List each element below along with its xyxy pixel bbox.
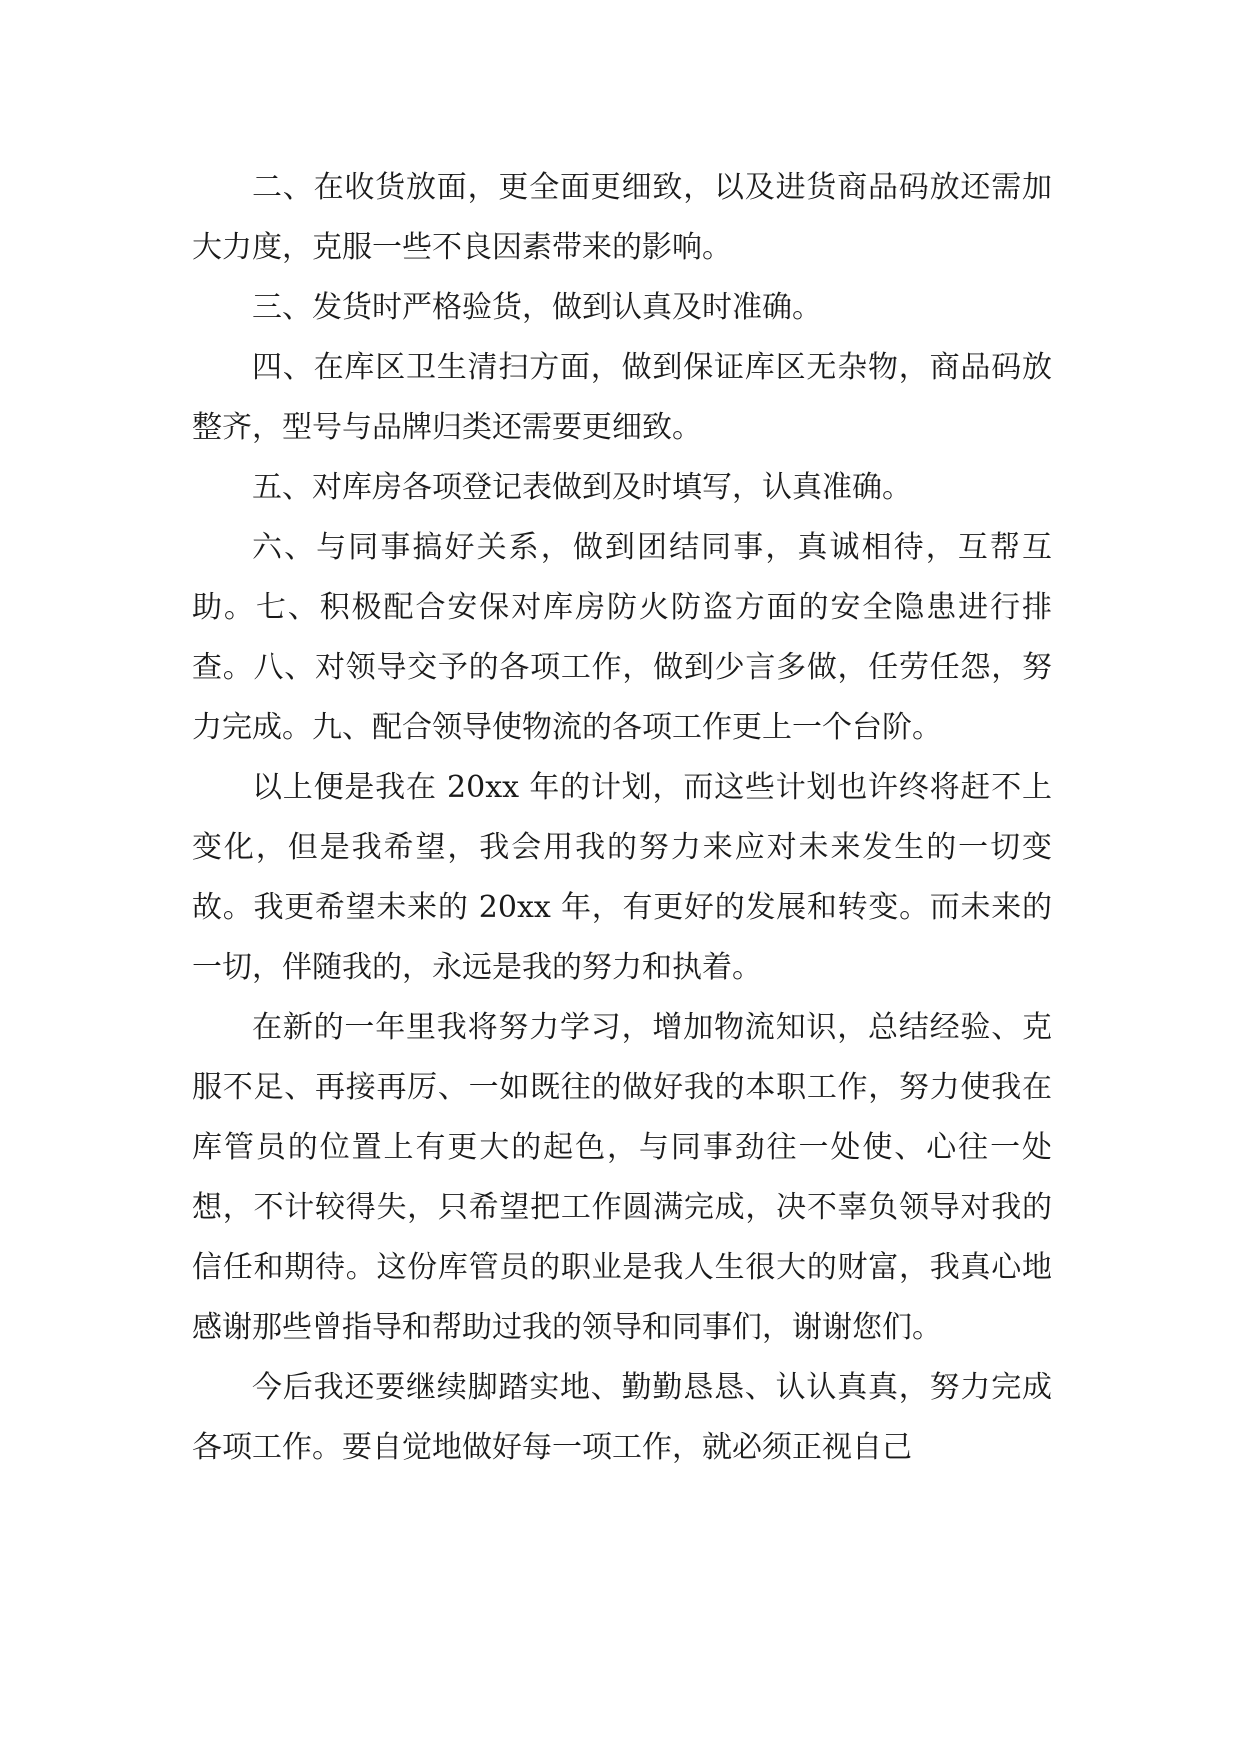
paragraph-new-year: 在新的一年里我将努力学习，增加物流知识，总结经验、克服不足、再接再厉、一如既往的做好我的本职工作，努力使我在库管员的位置上有更大的起色，与同事劲往一处使、心往一处想，不计较得失，只希望把工作圆满完成，决不辜负领导对我的信任和期待。这份库管员的职业是我人生很大的财富，我真心地感谢那些曾指导和帮助过我的领导和同事们，谢谢您们。 [192, 1010, 1052, 1345]
paragraph-receiving: 二、在收货放面，更全面更细致，以及进货商品码放还需加大力度，克服一些不良因素带来的影响。 [192, 170, 1052, 265]
paragraph-plan-summary: 以上便是我在 20xx 年的计划，而这些计划也许终将赶不上变化，但是我希望，我会用我的努力来应对未来发生的一切变故。我更希望未来的 20xx 年，有更好的发展和转变。而未来的一切，伴随我的，永远是我的努力和执着。 [192, 770, 1052, 985]
paragraph-shipping: 三、发货时严格验货，做到认真及时准确。 [252, 290, 822, 325]
paragraph-colleagues: 六、与同事搞好关系，做到团结同事，真诚相待，互帮互助。七、积极配合安保对库房防火防盗方面的安全隐患进行排查。八、对领导交予的各项工作，做到少言多做，任劳任怨，努力完成。九、配合领导使物流的各项工作更上一个台阶。 [192, 530, 1052, 745]
paragraph-warehouse-hygiene: 四、在库区卫生清扫方面，做到保证库区无杂物，商品码放整齐，型号与品牌归类还需要更细致。 [192, 350, 1052, 445]
paragraph-future: 今后我还要继续脚踏实地、勤勤恳恳、认认真真，努力完成各项工作。要自觉地做好每一项工作，就必须正视自己 [192, 1370, 1052, 1465]
paragraph-registration-forms: 五、对库房各项登记表做到及时填写，认真准确。 [252, 470, 912, 505]
document-body [192, 158, 1052, 1478]
